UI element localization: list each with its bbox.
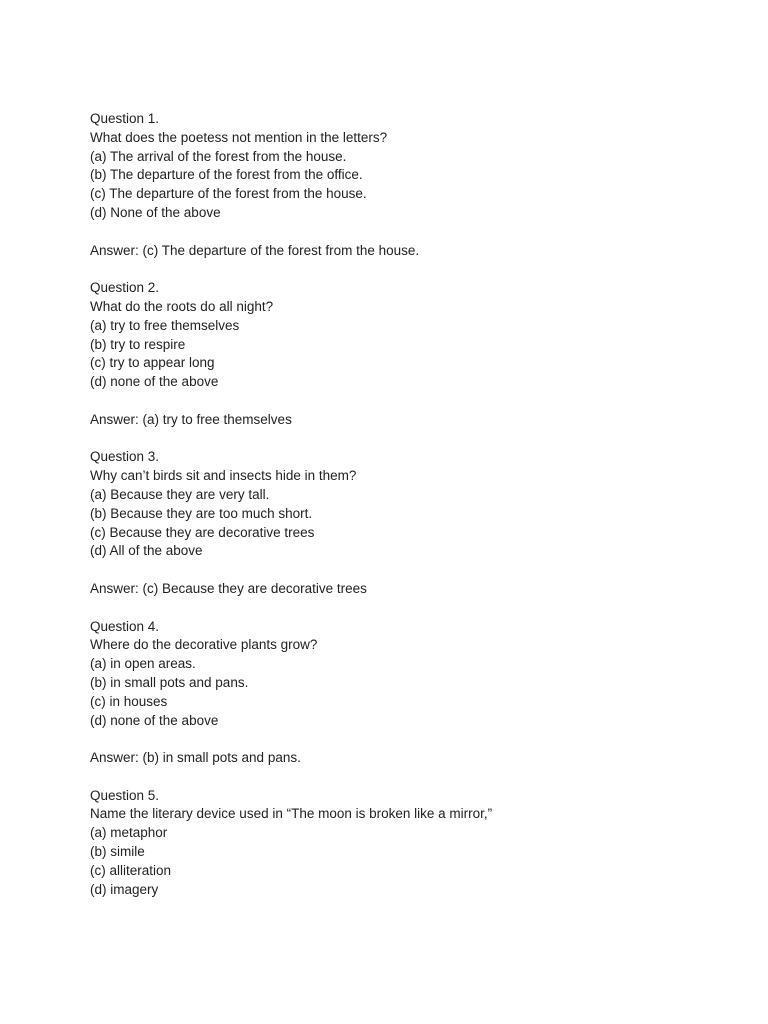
answer: Answer: (b) in small pots and pans. [90,750,301,766]
option-c: (c) try to appear long [90,355,215,371]
answer: Answer: (a) try to free themselves [90,411,292,427]
option-b: (b) The departure of the forest from the office. [90,167,363,183]
option-a: (a) metaphor [90,825,168,841]
option-c: (c) Because they are decorative trees [90,524,315,540]
question-list [90,110,710,899]
question-4 [90,618,710,768]
question-heading: Question 4. [90,618,160,634]
option-d: (d) none of the above [90,712,219,728]
answer: Answer: (c) The departure of the forest from the house. [90,242,420,258]
option-d: (d) imagery [90,881,159,897]
question-2 [90,279,710,429]
question-prompt: What do the roots do all night? [90,298,274,314]
option-b: (b) Because they are too much short. [90,505,313,521]
question-heading: Question 1. [90,111,160,126]
option-c: (c) in houses [90,693,168,709]
question-heading: Question 5. [90,787,160,803]
question-prompt: What does the poetess not mention in the letters? [90,129,388,145]
question-prompt: Where do the decorative plants grow? [90,637,318,653]
option-c: (c) The departure of the forest from the house. [90,186,367,202]
question-heading: Question 3. [90,449,160,465]
question-prompt: Why can’t birds sit and insects hide in them? [90,468,357,484]
option-b: (b) in small pots and pans. [90,674,249,690]
option-d: (d) All of the above [90,543,203,559]
question-heading: Question 2. [90,280,160,296]
option-b: (b) try to respire [90,336,186,352]
question-1 [90,110,710,260]
option-a: (a) in open areas. [90,656,196,672]
answer: Answer: (c) Because they are decorative trees [90,580,367,596]
option-d: (d) None of the above [90,204,221,220]
option-d: (d) none of the above [90,374,219,390]
option-a: (a) Because they are very tall. [90,486,270,502]
option-a: (a) The arrival of the forest from the house. [90,148,347,164]
question-5 [90,787,710,900]
question-3 [90,448,710,598]
option-a: (a) try to free themselves [90,317,240,333]
option-c: (c) alliteration [90,862,172,878]
question-prompt: Name the literary device used in “The moon is broken like a mirror,” [90,806,493,822]
option-b: (b) simile [90,844,145,860]
